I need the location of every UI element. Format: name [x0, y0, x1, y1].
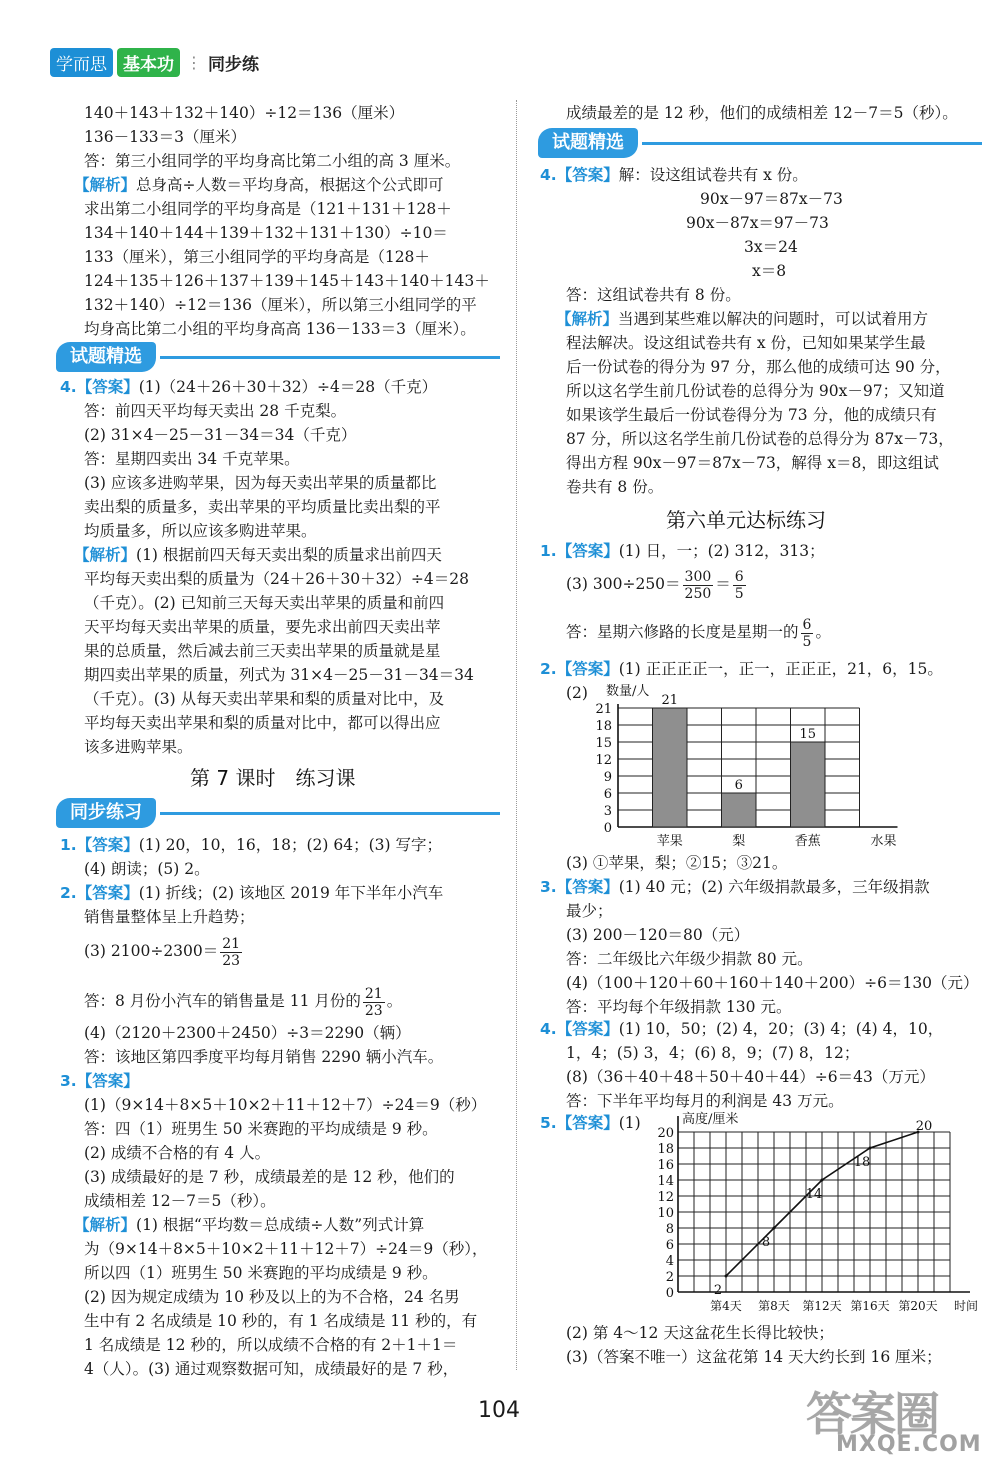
question-number: 3.	[540, 878, 557, 896]
y-tick-label: 6	[665, 1238, 674, 1253]
text-line: (1)（24＋26＋30＋32）÷4＝28（千克）	[138, 378, 438, 396]
y-tick-label: 8	[665, 1222, 674, 1237]
y-tick-label: 16	[657, 1158, 674, 1173]
data-point	[821, 1179, 824, 1182]
data-point	[773, 1227, 776, 1230]
text-line: 140＋143＋132＋140）÷12＝136（厘米）	[84, 104, 405, 122]
text-line: 卷共有 8 份。	[566, 478, 664, 496]
text-line: 销售量整体呈上升趋势；	[84, 908, 255, 926]
y-tick-label: 6	[603, 787, 612, 802]
banner-rule	[160, 812, 500, 815]
question-number: 4.	[540, 166, 557, 184]
bar-value-label: 6	[734, 778, 743, 793]
text-line: (2) 成绩不合格的有 4 人。	[84, 1144, 271, 1162]
text-line: (3)（答案不唯一）这盆花第 14 天大约长到 16 厘米；	[566, 1348, 942, 1366]
text-line: 133（厘米），第三小组同学的平均身高是（128＋	[84, 248, 430, 266]
y-tick-label: 10	[657, 1206, 674, 1221]
text-line: 卖出梨的质量多，卖出苹果的平均质量比卖出梨的平	[84, 498, 441, 516]
answer-tag: 【答案】	[76, 1072, 139, 1090]
brand-name: 学而思	[50, 48, 113, 77]
text-line: 1 名成绩是 12 秒的，所以成绩不合格的有 2＋1＋1＝	[84, 1336, 458, 1354]
y-tick-label: 20	[657, 1126, 674, 1141]
text-line: (3) 应该多进购苹果，因为每天卖出苹果的质量都比	[84, 474, 437, 492]
text-line: 最少；	[566, 902, 613, 920]
text-line: 总身高÷人数＝平均身高，根据这个公式即可	[136, 176, 444, 194]
text-line: (8)（36＋40＋48＋50＋40＋44）÷6＝43（万元）	[566, 1068, 935, 1086]
answer-tag: 【答案】	[76, 836, 139, 854]
bar-chart	[580, 684, 900, 854]
text-line: 程法解决。设这组试卷共有 x 份，已知如果某学生最	[566, 334, 926, 352]
y-tick-label: 18	[595, 719, 612, 734]
fraction: $\frac{300}{250}$	[684, 568, 712, 602]
answer-tag: 【答案】	[556, 1114, 619, 1132]
fraction: $\frac{21}{23}$	[222, 935, 241, 969]
section-banner: 试题精选	[56, 342, 156, 372]
text-line: (1) 40 元；(2) 六年级捐款最多，三年级捐款	[618, 878, 930, 896]
data-point	[725, 1275, 728, 1278]
text-line: 答：第三小组同学的平均身高比第二小组的高 3 厘米。	[84, 152, 461, 170]
x-axis-label: 水果	[870, 834, 897, 849]
text-line: 134＋140＋144＋139＋132＋131＋130）÷10＝	[84, 224, 448, 242]
y-tick-label: 12	[657, 1190, 674, 1205]
answer-tag: 【答案】	[76, 884, 139, 902]
text-line: 答：二年级比六年级少捐款 80 元。	[566, 950, 813, 968]
point-value-label: 18	[853, 1155, 871, 1170]
text-line: 答：该地区第四季度平均每月销售 2290 辆小汽车。	[84, 1048, 444, 1066]
bar	[722, 793, 757, 827]
text-line: (1) 根据“平均数＝总成绩÷人数”列式计算	[136, 1216, 425, 1234]
text-line: (3) 200－120＝80（元）	[566, 926, 750, 944]
answer-tag: 【答案】	[556, 166, 619, 184]
y-tick-label: 0	[665, 1286, 674, 1301]
question-number: 3.	[60, 1072, 77, 1090]
text-line: 期四卖出苹果的质量，列式为 31×4－25－31－34＝34	[84, 666, 474, 684]
text-line: 生中有 2 名成绩是 10 秒的，有 1 名成绩是 11 秒的，有	[84, 1312, 478, 1330]
bar-value-label: 15	[799, 727, 817, 742]
text-line: 所以四（1）班男生 50 米赛跑的平均成绩是 9 秒。	[84, 1264, 438, 1282]
fraction: $\frac{21}{23}$	[364, 985, 383, 1019]
text-line: 得出方程 90x－97＝87x－73，解得 x＝8，即这组试	[566, 454, 939, 472]
section-banner: 试题精选	[538, 128, 638, 158]
text-line: 答：这组试卷共有 8 份。	[566, 286, 741, 304]
text-line: (4) 朗读；(5) 2。	[84, 860, 210, 878]
analysis-tag: 【解析】	[556, 310, 619, 328]
text-line: (4)（100＋120＋60＋160＋140＋200）÷6＝130（元）	[566, 974, 979, 992]
analysis-tag: 【解析】	[74, 176, 137, 194]
question-number: 4.	[540, 1020, 557, 1038]
text-line: (3) ①苹果，梨；②15；③21。	[566, 854, 788, 872]
y-tick-label: 18	[657, 1142, 674, 1157]
text-line: 果的总质量，然后减去前三天卖出苹果的质量就是星	[84, 642, 441, 660]
header-logo: 学而思 基本功 ⋮ 同步练	[50, 48, 259, 76]
text-line: (1) 正正正正一，正一，正正正，21，6，15。	[618, 660, 943, 678]
y-tick-label: 2	[665, 1270, 674, 1285]
text-line: 天平均每天卖出苹果的质量，要先求出前四天卖出苹	[84, 618, 441, 636]
text-line: (1) 折线；(2) 该地区 2019 年下半年小汽车	[138, 884, 444, 902]
x-tick-label: 第8天	[758, 1299, 790, 1313]
banner-rule	[642, 142, 982, 145]
text-line: 该多进购苹果。	[84, 738, 193, 756]
text-line: 1，4；(5) 3，4；(6) 8，9；(7) 8，12；	[566, 1044, 860, 1062]
text-line: 答：前四天平均每天卖出 28 千克梨。	[84, 402, 347, 420]
text-line: （千克）。(2) 已知前三天每天卖出苹果的质量和前四	[84, 594, 445, 612]
answer-tag: 【答案】	[76, 378, 139, 396]
point-value-label: 20	[915, 1119, 933, 1134]
text-line: 为（9×14＋8×5＋10×2＋11＋12＋7）÷24＝9（秒），	[84, 1240, 488, 1258]
text-line: 成绩相差 12－7＝5（秒）。	[84, 1192, 276, 1210]
point-value-label: 2	[713, 1283, 723, 1298]
text-line: 解：设这组试卷共有 x 份。	[618, 166, 808, 184]
question-number: 1.	[60, 836, 77, 854]
text-line: 成绩最差的是 12 秒，他们的成绩相差 12－7＝5（秒）。	[566, 104, 958, 122]
text-line: 124＋135＋126＋137＋139＋145＋143＋140＋143＋	[84, 272, 490, 290]
analysis-tag: 【解析】	[74, 546, 137, 564]
data-point	[869, 1147, 872, 1150]
watermark-logo: 答案圈	[806, 1387, 938, 1441]
question-number: 2.	[540, 660, 557, 678]
line-chart	[650, 1110, 1000, 1322]
bar	[791, 742, 826, 827]
text-line: (4)（2120＋2300＋2450）÷3＝2290（辆）	[84, 1024, 411, 1042]
text-line: (1) 根据前四天每天卖出梨的质量求出前四天	[136, 546, 442, 564]
x-tick-label: 第20天	[898, 1299, 938, 1313]
y-tick-label: 4	[665, 1254, 674, 1269]
point-value-label: 14	[805, 1187, 823, 1202]
answer-tag: 【答案】	[556, 542, 619, 560]
x-tick-label: 梨	[732, 834, 746, 849]
text-line: (1) 10，50；(2) 4，20；(3) 4；(4) 4，10，	[618, 1020, 944, 1038]
text-line: 后一份试卷的得分为 97 分，那么他的成绩可达 90 分，	[566, 358, 951, 376]
y-tick-label: 0	[603, 821, 612, 836]
bar	[653, 708, 688, 827]
point-value-label: 8	[761, 1235, 771, 1250]
text-line: 所以这名学生前几份试卷的总得分为 90x－97；又知道	[566, 382, 945, 400]
question-number: 4.	[60, 378, 77, 396]
text-line: (2) 31×4－25－31－34＝34（千克）	[84, 426, 357, 444]
watermark-url: MXQE.COM	[836, 1432, 982, 1457]
answer-tag: 【答案】	[556, 1020, 619, 1038]
x-tick-label: 苹果	[656, 834, 683, 849]
y-tick-label: 15	[595, 736, 612, 751]
page-number: 104	[478, 1398, 520, 1423]
question-number: 1.	[540, 542, 557, 560]
text-line: 当遇到某些难以解决的问题时，可以试着用方	[618, 310, 929, 328]
section-banner: 同步练习	[56, 798, 156, 828]
text-line: 如果该学生最后一份试卷得分为 73 分，他的成绩只有	[566, 406, 937, 424]
answer-line: 答：星期六修路的长度是星期一的 $\frac{6}{5}$ 。	[566, 616, 831, 650]
text-line: (2) 因为规定成绩为 10 秒及以上的为不合格，24 名男	[84, 1288, 460, 1306]
text-line: (1)	[618, 1114, 641, 1132]
analysis-tag: 【解析】	[74, 1216, 137, 1234]
question-number: 5.	[540, 1114, 557, 1132]
x-tick-label: 香蕉	[794, 834, 821, 849]
banner-rule	[160, 356, 500, 359]
y-tick-label: 21	[595, 702, 612, 717]
column-divider	[516, 100, 517, 1370]
equation-line: 3x＝24	[744, 238, 798, 256]
y-tick-label: 9	[603, 770, 612, 785]
text-line: 136－133＝3（厘米）	[84, 128, 247, 146]
text-line: (1) 日，一；(2) 312，313；	[618, 542, 825, 560]
text-line: (2) 第 4～12 天这盆花生长得比较快；	[566, 1324, 834, 1342]
equation-line: (3) 2100÷2300＝ $\frac{21}{23}$	[84, 935, 241, 969]
text-line: (1)（9×14＋8×5＋10×2＋11＋12＋7）÷24＝9（秒）	[84, 1096, 487, 1114]
text-line: 87 分，所以这名学生前几份试卷的总得分为 87x－73，	[566, 430, 954, 448]
equation-line: x＝8	[752, 262, 787, 280]
unit-title: 第六单元达标练习	[666, 508, 826, 532]
x-tick-label: 第16天	[850, 1299, 890, 1313]
fraction: $\frac{6}{5}$	[802, 616, 812, 650]
brand-series: 基本功	[117, 48, 180, 77]
answer-line: 答：8 月份小汽车的销售量是 11 月份的 $\frac{21}{23}$ 。	[84, 985, 403, 1019]
answer-tag: 【答案】	[556, 878, 619, 896]
text-line: 答：下半年平均每月的利润是 43 万元。	[566, 1092, 844, 1110]
text-line: (1) 20，10，16，18；(2) 64；(3) 写字；	[138, 836, 442, 854]
bar-value-label: 21	[661, 693, 679, 708]
text-line: 答：平均每个年级捐款 130 元。	[566, 998, 792, 1016]
answer-tag: 【答案】	[556, 660, 619, 678]
x-tick-label: 第4天	[710, 1299, 742, 1313]
y-axis-label: 高度/厘米	[682, 1112, 739, 1127]
text-line: 平均每天卖出苹果和梨的质量对比中，都可以得出应	[84, 714, 441, 732]
equation-line: (3) 300÷250＝ $\frac{300}{250}$ ＝ $\frac{6}{5}$	[566, 568, 744, 602]
y-tick-label: 14	[657, 1174, 674, 1189]
text-line: 求出第二小组同学的平均身高是（121＋131＋128＋	[84, 200, 452, 218]
text-line: 4（人）。(3) 通过观察数据可知，成绩最好的是 7 秒，	[84, 1360, 459, 1378]
y-axis-label: 数量/人	[606, 684, 650, 699]
text-line: 均身高比第二小组的平均身高高 136－133＝3（厘米）。	[84, 320, 476, 338]
header-subtitle: 同步练	[208, 54, 259, 75]
equation-line: 90x－87x＝97－73	[686, 214, 829, 232]
text-line: （千克）。(3) 从每天卖出苹果和梨的质量对比中，及	[84, 690, 445, 708]
equation-line: 90x－97＝87x－73	[700, 190, 843, 208]
text-line: 平均每天卖出梨的质量为（24＋26＋30＋32）÷4＝28	[84, 570, 469, 588]
text-line: 答：星期四卖出 34 千克苹果。	[84, 450, 300, 468]
fraction: $\frac{6}{5}$	[734, 568, 744, 602]
question-number: 2.	[60, 884, 77, 902]
y-tick-label: 12	[595, 753, 612, 768]
x-axis-label: 时间	[953, 1299, 979, 1313]
y-tick-label: 3	[603, 804, 612, 819]
lesson-title: 第 7 课时 练习课	[190, 766, 356, 790]
text-line: (3) 成绩最好的是 7 秒，成绩最差的是 12 秒，他们的	[84, 1168, 455, 1186]
text-line: (2)	[566, 684, 588, 702]
x-tick-label: 第12天	[802, 1299, 842, 1313]
text-line: 均质量多，所以应该多购进苹果。	[84, 522, 317, 540]
text-line: 132＋140）÷12＝136（厘米），所以第三小组同学的平	[84, 296, 477, 314]
text-line: 答：四（1）班男生 50 米赛跑的平均成绩是 9 秒。	[84, 1120, 438, 1138]
